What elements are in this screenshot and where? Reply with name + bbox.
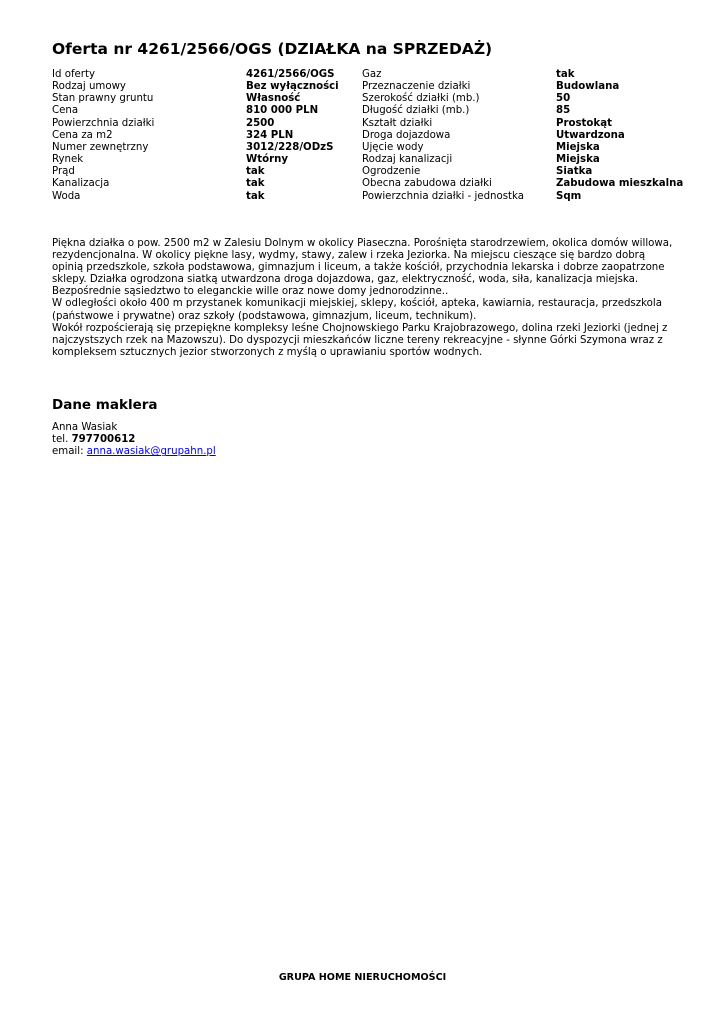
description-paragraph: Wokół rozpościerają się przepiękne kompleksy leśne Chojnowskiego Parku Krajobrazowego, dolina rzeki Jeziorki (jednej z najczystszych rzek na Mazowszu). Do dyspozycji mieszkańców liczne tereny rekreacyjne - słynne Górki Szymona wraz z kompleksem sztucznych jezior stworzonych z myślą o uprawianiu sportów wodnych. [52, 322, 668, 358]
detail-value-numer-zewnetrzny: 3012/228/ODzS [246, 141, 334, 153]
agent-phone: 797700612 [71, 434, 136, 446]
detail-value-rodzaj-umowy: Bez wyłączności [246, 81, 339, 93]
detail-value-id-oferty: 4261/2566/OGS [246, 69, 335, 80]
detail-label-rynek: Rynek [52, 154, 84, 166]
detail-value-ogrodzenie: Siatka [556, 166, 593, 178]
detail-label-rodzaj-kanalizacji: Rodzaj kanalizacji [362, 154, 453, 166]
detail-value-przeznaczenie-dzialki: Budowlana [556, 81, 620, 93]
detail-value-gaz: tak [556, 69, 575, 80]
detail-label-cena: Cena [52, 105, 79, 117]
agent-phone-row [52, 434, 216, 446]
detail-value-stan-prawny-gruntu: Własność [246, 93, 301, 105]
detail-value-droga-dojazdowa: Utwardzona [556, 129, 625, 141]
detail-value-cena: 810 000 PLN [246, 105, 319, 117]
details-row [52, 166, 692, 178]
agent-email-label: email: [52, 446, 84, 458]
detail-label-woda: Woda [52, 190, 81, 202]
agent-email-row [52, 446, 216, 458]
detail-value-powierzchnia-dzialki: 2500 [246, 117, 275, 129]
details-row [52, 154, 692, 166]
detail-label-ujecie-wody: Ujęcie wody [362, 141, 424, 153]
details-row [52, 69, 692, 81]
details-row [52, 118, 692, 130]
detail-value-ksztalt-dzialki: Prostokąt [556, 117, 612, 129]
detail-value-prad: tak [246, 166, 265, 178]
description-paragraph: W odległości około 400 m przystanek komunikacji miejskiej, sklepy, kościół, apteka, kawiarnia, restauracja, przedszkola (państwowe i prywatne) oraz szkoły (podstawowa, gimnazjum, liceum, technikum). [52, 298, 662, 322]
offer-details-table [52, 69, 692, 203]
detail-value-woda: tak [246, 190, 265, 202]
detail-label-obecna-zabudowa-dzialki: Obecna zabudowa działki [362, 178, 492, 190]
details-row [52, 178, 692, 190]
detail-value-rodzaj-kanalizacji: Miejska [556, 154, 600, 166]
detail-label-numer-zewnetrzny: Numer zewnętrzny [52, 141, 149, 153]
detail-label-id-oferty: Id oferty [52, 69, 96, 80]
description-paragraph: Piękna działka o pow. 2500 m2 w Zalesiu Dolnym w okolicy Piaseczna. Porośnięta starodrzewiem, okolica domów willowa, rezydencjonalna. W okolicy piękne lasy, wydmy, stawy, zalew i rzeka Jeziorka. Na miejscu cieszące się bardzo dobrą opinią przedszkole, szkoła podstawowa, gimnazjum i liceum, a także kościół, przychodnia lekarska i dobrze zaopatrzone sklepy. Działka ogrodzona siatką utwardzona droga dojazdowa, gaz, elektryczność, woda, siła, kanalizacja miejska. Bezpośrednie sąsiedztwo to eleganckie wille oraz nowe domy jednorodzinne.. [52, 238, 673, 298]
detail-value-szerokosc-dzialki-mb: 50 [556, 93, 571, 105]
detail-value-kanalizacja: tak [246, 178, 265, 190]
agent-phone-label: tel. [52, 434, 69, 446]
detail-label-ksztalt-dzialki: Kształt działki [362, 117, 433, 129]
agent-section-heading: Dane maklera [52, 397, 158, 413]
detail-label-rodzaj-umowy: Rodzaj umowy [52, 81, 126, 93]
details-row [52, 191, 692, 203]
detail-label-dlugosc-dzialki-mb: Długość działki (mb.) [362, 105, 470, 117]
detail-value-cena-za-m2: 324 PLN [246, 129, 294, 141]
detail-label-powierzchnia-dzialki: Powierzchnia działki [52, 117, 155, 129]
details-row [52, 93, 692, 105]
page-title: Oferta nr 4261/2566/OGS (DZIAŁKA na SPRZEDAŻ) [52, 40, 493, 58]
details-row [52, 130, 692, 142]
details-row [52, 105, 692, 117]
detail-label-kanalizacja: Kanalizacja [52, 178, 110, 190]
detail-value-rynek: Wtórny [246, 154, 289, 166]
detail-value-dlugosc-dzialki-mb: 85 [556, 105, 571, 117]
footer-company-name: GRUPA HOME NIERUCHOMOŚCI [278, 972, 447, 983]
detail-value-obecna-zabudowa-dzialki: Zabudowa mieszkalna [556, 178, 684, 190]
offer-description [52, 238, 677, 359]
agent-email-link[interactable]: anna.wasiak@grupahn.pl [86, 446, 216, 458]
details-row [52, 142, 692, 154]
detail-label-cena-za-m2: Cena za m2 [52, 129, 113, 141]
detail-value-powierzchnia-dzialki-jednostka: Sqm [556, 190, 582, 202]
detail-label-ogrodzenie: Ogrodzenie [362, 166, 421, 178]
agent-contact [52, 422, 216, 459]
detail-label-powierzchnia-dzialki-jednostka: Powierzchnia działki - jednostka [362, 190, 524, 202]
detail-label-przeznaczenie-dzialki: Przeznaczenie działki [362, 81, 471, 93]
detail-label-stan-prawny-gruntu: Stan prawny gruntu [52, 93, 154, 105]
detail-value-ujecie-wody: Miejska [556, 141, 600, 153]
detail-label-prad: Prąd [52, 166, 75, 178]
details-row [52, 81, 692, 93]
agent-name: Anna Wasiak [52, 422, 118, 433]
detail-label-szerokosc-dzialki-mb: Szerokość działki (mb.) [362, 93, 480, 105]
detail-label-droga-dojazdowa: Droga dojazdowa [362, 129, 451, 141]
detail-label-gaz: Gaz [362, 69, 382, 80]
